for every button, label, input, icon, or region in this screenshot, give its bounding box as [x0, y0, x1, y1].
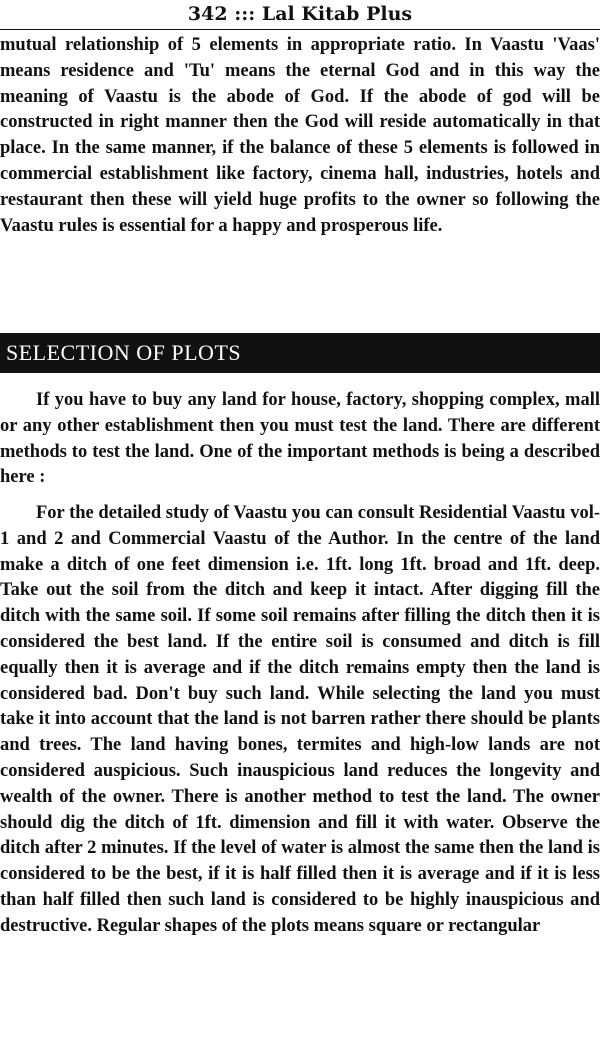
intro-paragraph: mutual relationship of 5 elements in appropriate ratio. In Vaastu 'Vaas' means residence and 'Tu' means the eternal God and in this way the meaning of Vaastu is the abode of God. If the abode of god will be constructed in right manner then the God will reside automatically in that place. In the same manner, if the balance of these 5 elements is followed in commercial establishment like factory, cinema hall, industries, hotels and restaurant then these will yield huge profits to the owner so following the Vaastu rules is essential for a happy and prosperous life. [0, 35, 600, 236]
book-title: Lal Kitab Plus [261, 3, 413, 25]
header-rule [0, 29, 600, 30]
section-heading: SELECTION OF PLOTS [0, 333, 600, 373]
section-paragraph: For the detailed study of Vaastu you can consult Residential Vaastu vol-1 and 2 and Commercial Vaastu of the Author. In the centre of the land make a ditch of one feet dimension i.e. 1ft. long 1ft. broad and 1ft. deep. Take out the soil from the ditch and keep it intact. After digging fill the ditch with the same soil. If some soil remains after filling the ditch then it is considered the best land. If the entire soil is consumed and ditch is fill equally then it is average and if the ditch remains empty then the land is considered bad. Don't buy such land. While selecting the land you must take it into account that the land is not barren rather there should be plants and trees. The land having bones, termites and high-low lands are not considered auspicious. Such inauspicious land reduces the longevity and wealth of the owner. There is another method to test the land. The owner should dig the ditch of 1ft. dimension and fill it with water. Observe the ditch after 2 minutes. If the level of water is almost the same then the land is considered to be the best, if it is half filled then it is average and if it is less than half filled then such land is considered to be highly inauspicious and destructive. Regular shapes of the plots means square or rectangular [0, 503, 600, 936]
header-separator: ::: [234, 3, 256, 25]
section-paragraph: If you have to buy any land for house, factory, shopping complex, mall or any other establishment then you must test the land. There are different methods to test the land. One of the important methods is being a described here : [0, 390, 600, 488]
page-number: 342 [187, 3, 228, 25]
running-header [0, 0, 600, 28]
